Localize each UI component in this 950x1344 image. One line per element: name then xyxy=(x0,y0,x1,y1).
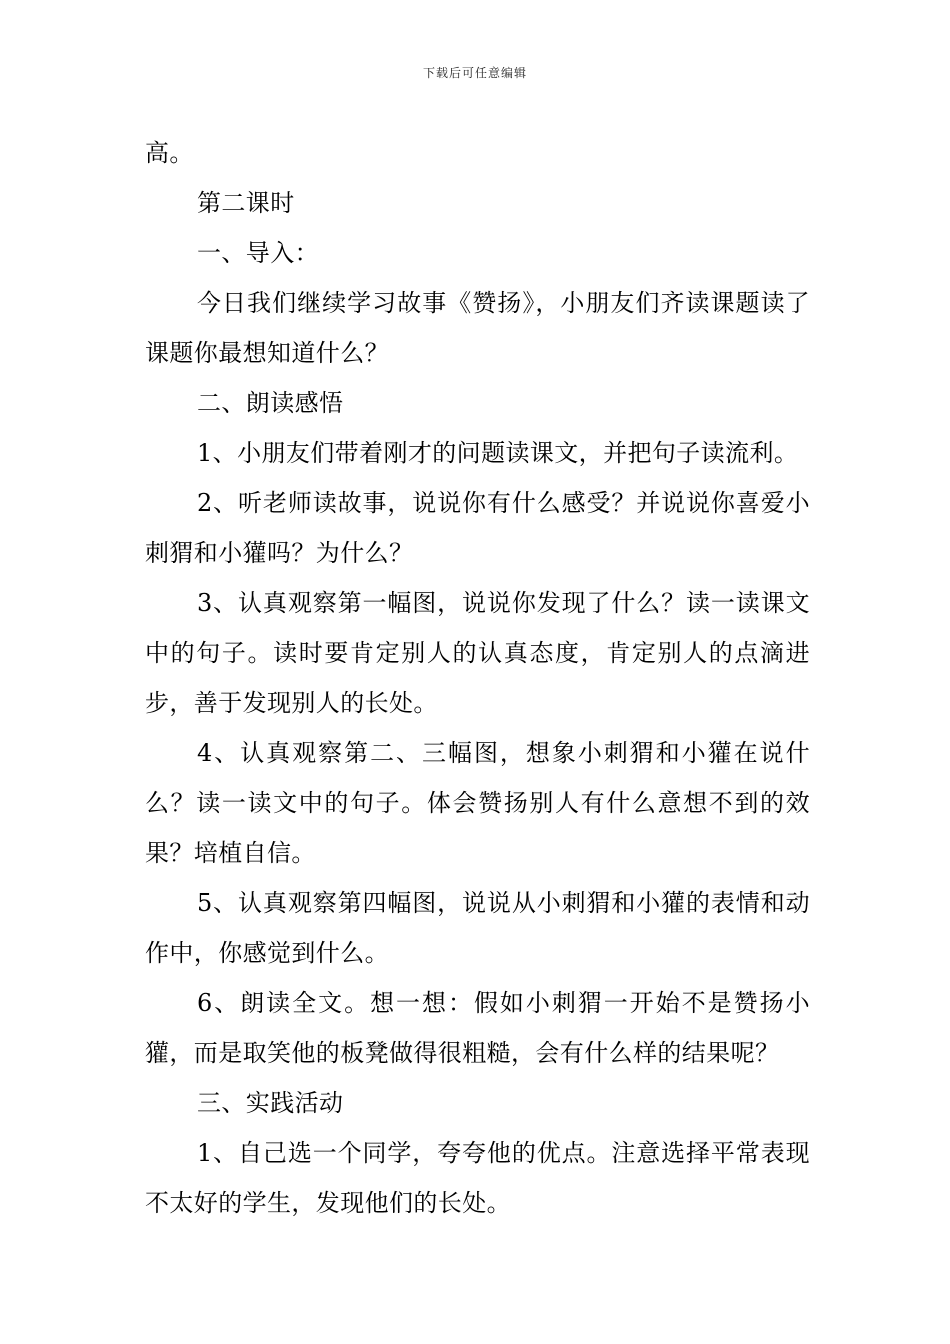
section-heading-practice: 三、实践活动 xyxy=(197,1089,344,1117)
paragraph: 今日我们继续学习故事《赞扬》，小朋友们齐读课题读了课题你最想知道什么？ xyxy=(145,289,810,367)
list-item: 1、自己选一个同学，夸夸他的优点。注意选择平常表现不太好的学生，发现他们的长处。 xyxy=(145,1139,810,1217)
section-heading-intro: 一、导入： xyxy=(197,239,319,267)
list-item: 3、认真观察第一幅图，说说你发现了什么？读一读课文中的句子。读时要肯定别人的认真态度，肯定别人的点滴进步，善于发现别人的长处。 xyxy=(145,589,810,717)
list-item: 4、认真观察第二、三幅图，想象小刺猬和小獾在说什么？读一读文中的句子。体会赞扬别人有什么意想不到的效果？培植自信。 xyxy=(145,739,810,867)
list-item: 6、朗读全文。想一想：假如小刺猬一开始不是赞扬小獾，而是取笑他的板凳做得很粗糙，会有什么样的结果呢？ xyxy=(145,989,810,1067)
section-heading-reading: 二、朗读感悟 xyxy=(197,389,344,417)
page-header: 下载后可任意编辑 xyxy=(422,66,527,80)
paragraph-continuation: 高。 xyxy=(145,139,194,167)
list-item: 2、听老师读故事，说说你有什么感受？并说说你喜爱小刺猬和小獾吗？为什么？ xyxy=(145,489,810,567)
lesson-title: 第二课时 xyxy=(197,189,295,217)
list-item: 1、小朋友们带着刚才的问题读课文，并把句子读流利。 xyxy=(197,439,799,467)
document-body xyxy=(145,128,810,1228)
list-item: 5、认真观察第四幅图，说说从小刺猬和小獾的表情和动作中，你感觉到什么。 xyxy=(145,889,810,967)
